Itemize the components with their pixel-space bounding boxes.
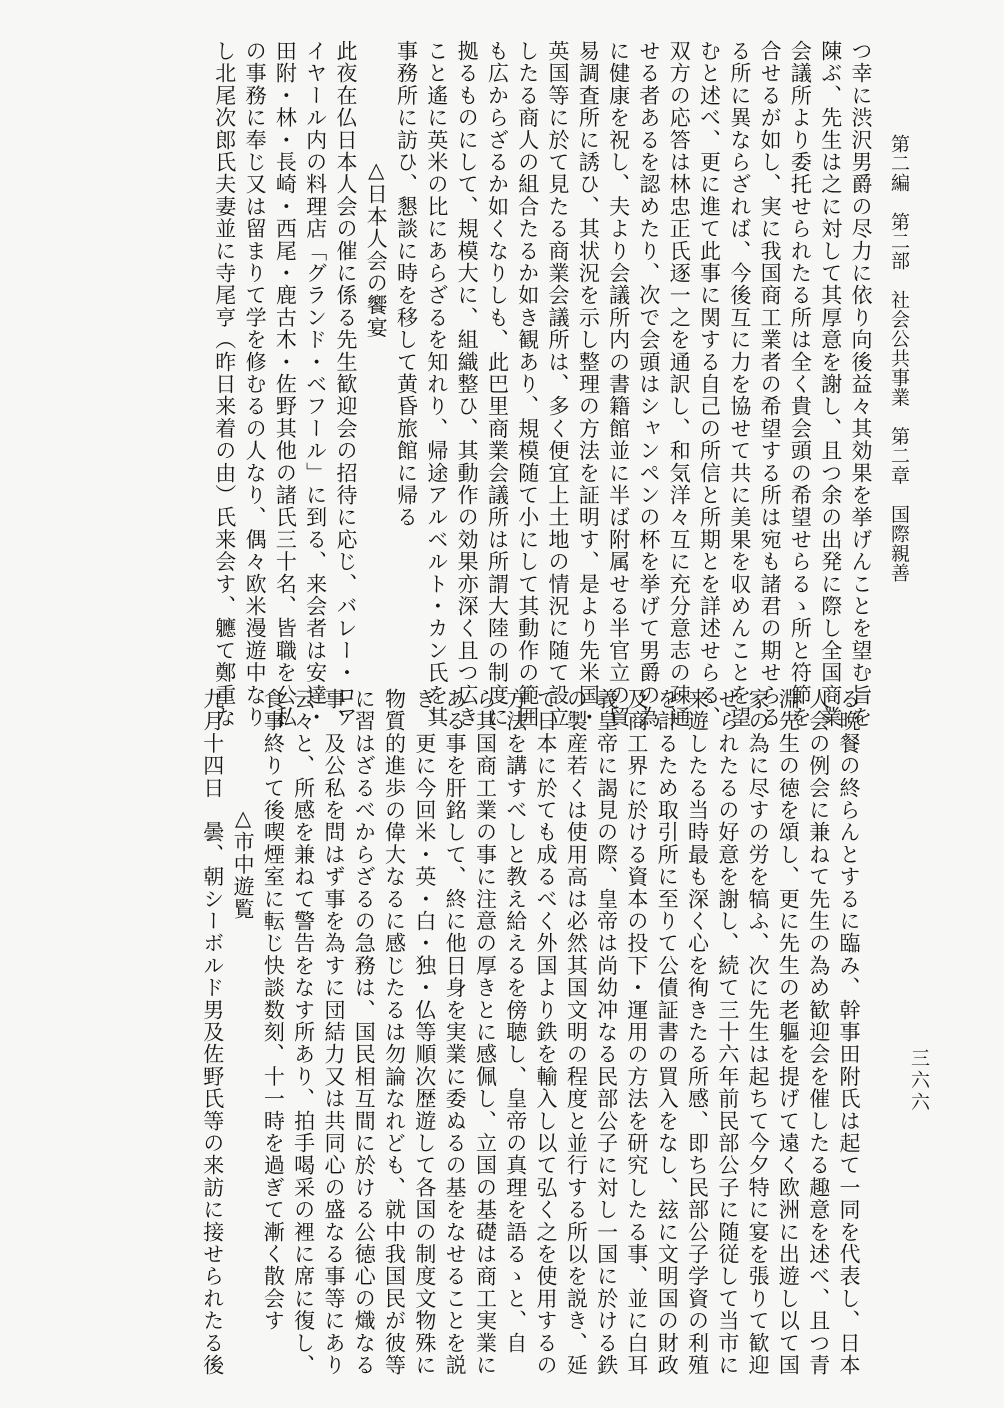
text-line: 淵先生の徳を頌し、更に先生の老軀を提げて遠く欧洲に出遊し以て国 — [776, 688, 801, 1377]
text-line: せられたるの好意を謝し、続て三十六年前民部公子に随従して当市に — [715, 688, 740, 1377]
text-line: 陳ぶ、先生は之に対して其厚意を謝し、且つ余の出発に際し全国商業 — [818, 40, 843, 729]
text-line: 事、及公私を問はず事を為すに団結力又は共同心の盛なる事等にあり — [321, 688, 346, 1377]
text-line: に健康を祝し、夫より会議所内の書籍館並に半ば附属せる半官立の貿 — [606, 40, 631, 729]
text-line: イヤール内の料理店「グランド・ベフール」に到る、来会者は安達・ — [303, 40, 328, 729]
page-number: 三六六 — [908, 1048, 930, 1114]
section-heading: △市中遊覧 — [231, 806, 256, 920]
section-heading: △日本人会の饗宴 — [364, 158, 389, 339]
text-line: 此夜在仏日本人会の催に係る先生歓迎会の招待に応じ、バレー・ロア — [333, 40, 358, 729]
text-line: に習はざるべからざるの急務は、国民相互間に於ける公徳心の熾なる — [352, 688, 377, 1377]
text-line: 云々と、所感を兼ねて警告をなす所あり、拍手喝采の裡に席に復し、 — [291, 688, 316, 1377]
text-line: 方法を講すべしと教え給えるを傍聴し、皇帝の真理を語るゝと、自 — [503, 688, 528, 1354]
text-line: 田附・林・長崎・西尾・鹿古木・佐野其他の諸氏三十名、皆職を公私 — [273, 40, 298, 729]
text-line: も広からざるか如くなりしも、此巴里商業会議所は所謂大陸の制度に — [485, 40, 510, 729]
text-line: こと遙に英米の比にあらざるを知れり、帰途アルベルト・カン氏を其 — [424, 40, 449, 729]
text-line: 事務所に訪ひ、懇談に時を移して黄昏旅館に帰る — [394, 40, 419, 529]
text-line: 拠るものにして、規模大に、組織整ひ、其動作の効果亦深く且つ広き — [455, 40, 480, 729]
text-line: を計るため取引所に至りて公債証書の買入をなし、玆に文明国の財政 — [655, 688, 680, 1377]
text-line: 合せるが如し、実に我国商工業者の希望する所は宛も諸君の期せらる — [758, 40, 783, 729]
upper-text-block — [209, 40, 876, 729]
text-line: る晩餐の終らんとするに臨み、幹事田附氏は起て一同を代表し、日本 — [837, 688, 861, 1377]
text-line: 英国等に於て見たる商業会議所は、多く便宜上土地の情況に随て設立 — [546, 40, 571, 729]
running-head: 第二編 第二部 社会公共事業 第二章 国際親善 — [888, 134, 910, 583]
text-line: 家の為に尽すの労を犒ふ、次に先生は起ちて今夕特に宴を張りて歓迎 — [746, 688, 771, 1377]
text-line: て日本に於ても成るべく外国より鉄を輸入し以て弘く之を使用するの — [534, 688, 559, 1377]
text-line: 人会の例会に兼ねて先生の為め歓迎会を催したる趣意を述べ、且つ青 — [806, 688, 831, 1377]
text-line: 食事終りて後喫煙室に転じ快談数刻、十一時を過ぎて漸く散会す — [261, 688, 286, 1332]
text-line: 九月十四日 曇、朝シーボルド男及佐野氏等の来訪に接せられたる後 — [200, 688, 225, 1377]
text-line: ら其国商工業の事に注意の厚きとに感佩し、立国の基礎は商工実業に — [473, 688, 498, 1377]
text-line: 物質的進歩の偉大なるに感じたるは勿論なれども、就中我国民が彼等 — [382, 688, 407, 1377]
text-line: し北尾次郎氏夫妻並に寺尾亨（昨日来着の由）氏来会す、軈て鄭重な — [212, 40, 237, 729]
text-line: 双方の応答は林忠正氏逐一之を通訳し、和気洋々互に充分意志の疎通 — [667, 40, 692, 729]
text-line: つ幸に渋沢男爵の尽力に依り向後益々其効果を挙げんことを望む旨を — [849, 40, 873, 729]
text-line: 義皇帝に謁見の際、皇帝は尚幼冲なる民部公子に対し一国に於ける鉄 — [594, 688, 619, 1377]
text-line: 及商工界に於ける資本の投下・運用の方法を研究したる事、並に白耳 — [624, 688, 649, 1377]
text-line: き、更に今回米・英・白・独・仏等順次歴遊して各国の制度文物殊に — [412, 688, 437, 1377]
lower-text-block — [197, 688, 864, 1377]
text-line: の製産若くは使用高は必然其国文明の程度と並行する所以を説き、延 — [564, 688, 589, 1377]
text-line: せる者あるを認めたり、次で会頭はシャンペンの杯を挙げて男爵の為 — [636, 40, 661, 729]
text-line: 易調査所に誘ひ、其状況を示し整理の方法を証明す、是より先米国・ — [576, 40, 601, 729]
text-line: ある事を肝銘して、終に他日身を実業に委ぬるの基をなせることを説 — [443, 688, 468, 1377]
text-line: 会議所より委托せられたる所は全く貴会頭の希望せらるゝ所と符節を — [788, 40, 813, 729]
text-line: の事務に奉じ又は留まりて学を修むるの人なり、偶々欧米漫遊中なり — [243, 40, 268, 729]
text-line: したる商人の組合たるか如き観あり、規模随て小にして其動作の範囲 — [515, 40, 540, 729]
text-line: むと述べ、更に進て此事に関する自己の所信と所期とを詳述せらる、 — [697, 40, 722, 729]
text-line: 来遊したる当時最も深く心を徇きたる所感、即ち民部公子学資の利殖 — [685, 688, 710, 1377]
text-line: る所に異ならざれば、今後互に力を協せて共に美果を収めんことを望 — [727, 40, 752, 729]
